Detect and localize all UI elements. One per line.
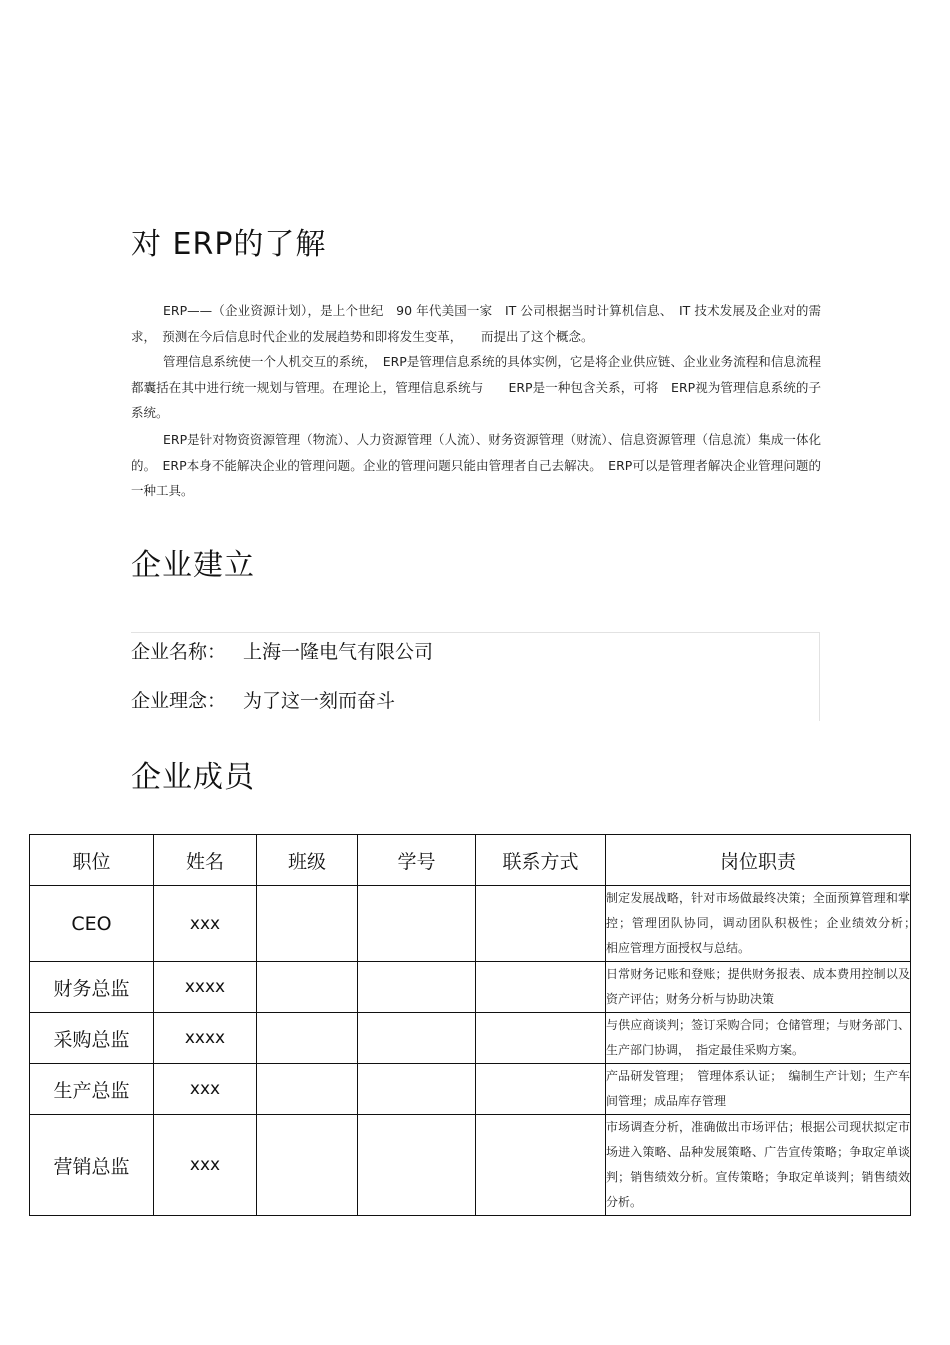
members-table xyxy=(29,834,923,1216)
section-title-company: 企业建立 xyxy=(131,548,255,583)
table-row xyxy=(30,962,911,1013)
cell-class xyxy=(257,1064,358,1115)
cell-class xyxy=(257,1013,358,1064)
company-name-value: 上海一隆电气有限公司 xyxy=(243,641,434,663)
header-role: 职位 xyxy=(30,835,154,886)
cell-contact xyxy=(476,962,606,1013)
cell-role: 生产总监 xyxy=(30,1064,154,1115)
section-title-erp: 对 ERP的了解 xyxy=(131,227,327,262)
cell-class xyxy=(257,886,358,962)
cell-name: xxxx xyxy=(154,962,257,1013)
erp-paragraph-3-text: ERP是针对物资资源管理（物流）、人力资源管理（人流）、财务资源管理（财流）、信息资源管理（信息流）集成一体化的。 ERP本身不能解决企业的管理问题。企业的管理问题只能由管理者自己去解决。 ERP可以是管理者解决企业管理问题的一种工具。 xyxy=(131,432,821,499)
cell-contact xyxy=(476,1013,606,1064)
cell-duty: 市场调查分析，准确做出市场评估；根据公司现状拟定市场进入策略、品种发展策略、广告宣传策略；争取定单谈判；销售绩效分析。宣传策略；争取定单谈判；销售绩效分析。 xyxy=(606,1115,911,1216)
company-name-label: 企业名称： xyxy=(131,641,227,663)
cell-student-id xyxy=(358,1013,476,1064)
erp-paragraph-1 xyxy=(131,298,821,349)
cell-duty: 日常财务记账和登账；提供财务报表、成本费用控制以及资产评估；财务分析与协助决策 xyxy=(606,962,911,1013)
erp-paragraph-1-text: ERP——（企业资源计划），是上个世纪 90 年代美国一家 IT 公司根据当时计算机信息、 IT 技术发展及企业对的需求， 预测在今后信息时代企业的发展趋势和即将发生变革， 而提出了这个概念。 xyxy=(131,303,821,344)
table-row xyxy=(30,1013,911,1064)
company-motto-value: 为了这一刻而奋斗 xyxy=(243,690,396,712)
cell-role: 财务总监 xyxy=(30,962,154,1013)
table-row xyxy=(30,1115,911,1216)
section-title-members: 企业成员 xyxy=(131,760,255,795)
company-motto-label: 企业理念： xyxy=(131,690,227,712)
cell-role: 采购总监 xyxy=(30,1013,154,1064)
cell-contact xyxy=(476,1064,606,1115)
cell-student-id xyxy=(358,1064,476,1115)
cell-contact xyxy=(476,1115,606,1216)
cell-duty: 制定发展战略，针对市场做最终决策；全面预算管理和掌控；管理团队协同，调动团队积极性；企业绩效分析； 相应管理方面授权与总结。 xyxy=(606,886,911,962)
cell-class xyxy=(257,1115,358,1216)
company-motto-row xyxy=(131,686,395,713)
cell-name: xxx xyxy=(154,1064,257,1115)
header-class: 班级 xyxy=(257,835,358,886)
cell-contact xyxy=(476,886,606,962)
cell-student-id xyxy=(358,962,476,1013)
erp-paragraph-2 xyxy=(131,349,821,426)
cell-name: xxx xyxy=(154,886,257,962)
cell-name: xxxx xyxy=(154,1013,257,1064)
cell-role: 营销总监 xyxy=(30,1115,154,1216)
table-header-row xyxy=(30,835,911,886)
erp-paragraph-2-text: 管理信息系统使一个人机交互的系统， ERP是管理信息系统的具体实例，它是将企业供应链、企业业务流程和信息流程都囊括在其中进行统一规划与管理。在理论上，管理信息系统与 ERP是一种包含关系，可将 ERP视为管理信息系统的子系统。 xyxy=(131,354,821,421)
cell-class xyxy=(257,962,358,1013)
erp-paragraph-3 xyxy=(131,427,821,504)
cell-student-id xyxy=(358,886,476,962)
cell-role: CEO xyxy=(30,886,154,962)
header-contact: 联系方式 xyxy=(476,835,606,886)
cell-student-id xyxy=(358,1115,476,1216)
header-duty: 岗位职责 xyxy=(606,835,911,886)
cell-name: xxx xyxy=(154,1115,257,1216)
cell-duty: 与供应商谈判；签订采购合同；仓储管理；与财务部门、生产部门协调， 指定最佳采购方案。 xyxy=(606,1013,911,1064)
company-name-row xyxy=(131,637,433,664)
header-student-id: 学号 xyxy=(358,835,476,886)
table-row xyxy=(30,886,911,962)
header-name: 姓名 xyxy=(154,835,257,886)
cell-duty: 产品研发管理； 管理体系认证； 编制生产计划；生产车间管理；成品库存管理 xyxy=(606,1064,911,1115)
company-info-box xyxy=(131,632,820,721)
table-row xyxy=(30,1064,911,1115)
